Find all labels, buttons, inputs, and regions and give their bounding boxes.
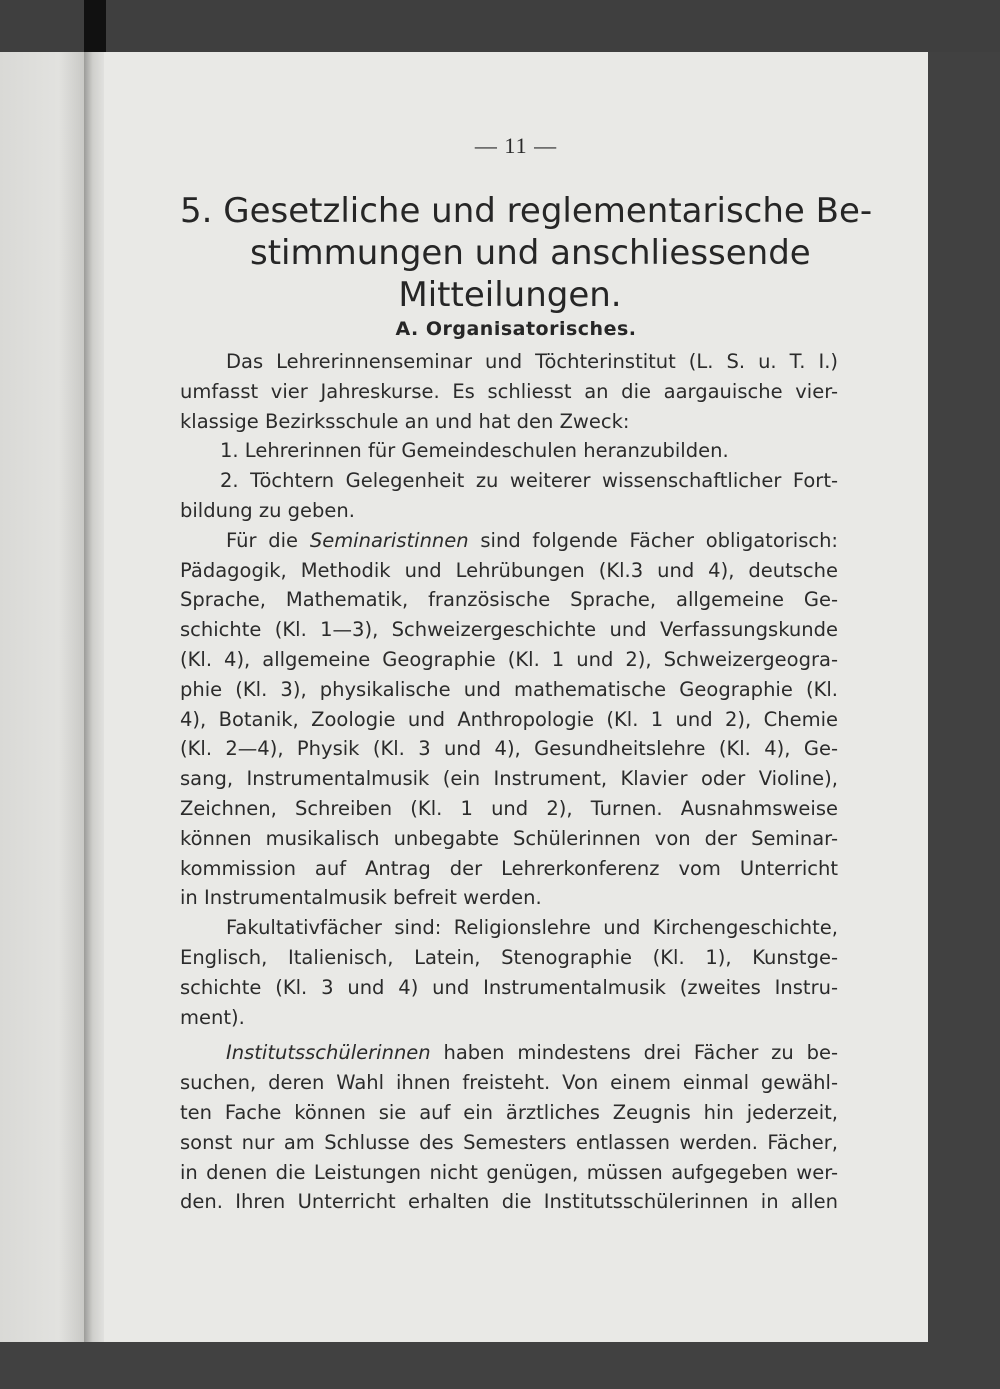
- text-line: umfasst vier Jahreskurse. Es schliesst an die aargauische vier-: [180, 379, 838, 403]
- section-subheading: A. Organisatorisches.: [395, 318, 637, 340]
- text-line: Zeichnen, Schreiben (Kl. 1 und 2), Turnen. Ausnahmsweise: [180, 796, 838, 820]
- text-line: sang, Instrumentalmusik (ein Instrument, Klavier oder Violine),: [180, 767, 838, 791]
- text-line: Fakultativfächer sind: Religionslehre und Kirchengeschichte,: [226, 916, 838, 940]
- scan-corner-mark: [84, 0, 106, 52]
- heading-line: stimmungen und anschliessende: [250, 233, 811, 273]
- text-line: schichte (Kl. 1—3), Schweizergeschichte und Verfassungskunde: [180, 618, 838, 642]
- text-run: haben mindestens drei Fächer zu be-: [430, 1041, 838, 1065]
- text-line: [180, 526, 838, 556]
- text-line: bildung zu geben.: [180, 498, 355, 522]
- text-line: in denen die Leistungen nicht genügen, müssen aufgegeben wer-: [180, 1160, 838, 1184]
- book-gutter: [84, 52, 106, 1342]
- text-line: den. Ihren Unterricht erhalten die Institutsschülerinnen in allen: [180, 1190, 838, 1214]
- text-line: Pädagogik, Methodik und Lehrübungen (Kl.3 und 4), deutsche: [180, 558, 838, 582]
- text-line: sonst nur am Schlusse des Semesters entlassen werden. Fächer,: [180, 1130, 838, 1154]
- text-line: 4), Botanik, Zoologie und Anthropologie (Kl. 1 und 2), Chemie: [180, 707, 838, 731]
- page-number: — 11 —: [474, 133, 558, 158]
- text-run: sind folgende Fächer obligatorisch:: [468, 528, 838, 552]
- italic-term: Institutsschülerinnen: [226, 1041, 431, 1065]
- italic-term: Seminaristinnen: [309, 528, 469, 552]
- text-line: kommission auf Antrag der Lehrerkonferenz vom Unterricht: [180, 856, 838, 880]
- chapter-heading: [180, 190, 873, 316]
- text-run: Für die: [226, 528, 310, 552]
- text-line: Das Lehrerinnenseminar und Töchterinstitut (L. S. u. T. I.): [226, 350, 838, 373]
- body-text: [180, 347, 838, 1217]
- text-line: Sprache, Mathematik, französische Sprache, allgemeine Ge-: [180, 588, 838, 612]
- text-line: (Kl. 4), allgemeine Geographie (Kl. 1 und 2), Schweizergeogra-: [180, 647, 838, 671]
- text-line: klassige Bezirksschule an und hat den Zweck:: [180, 409, 630, 433]
- text-line: phie (Kl. 3), physikalische und mathematische Geographie (Kl.: [180, 677, 838, 701]
- text-line: suchen, deren Wahl ihnen freisteht. Von einem einmal gewähl-: [180, 1071, 838, 1095]
- text-line: (Kl. 2—4), Physik (Kl. 3 und 4), Gesundheitslehre (Kl. 4), Ge-: [180, 737, 838, 761]
- heading-line: Mitteilungen.: [398, 275, 622, 315]
- text-line: ment).: [180, 1005, 245, 1029]
- text-line: 1. Lehrerinnen für Gemeindeschulen heranzubilden.: [220, 439, 729, 463]
- text-line: schichte (Kl. 3 und 4) und Instrumentalmusik (zweites Instru-: [180, 975, 838, 999]
- text-line: Englisch, Italienisch, Latein, Stenographie (Kl. 1), Kunstge-: [180, 945, 838, 969]
- text-line: in Instrumentalmusik befreit werden.: [180, 886, 542, 910]
- heading-line: 5. Gesetzliche und reglementarische Be-: [180, 191, 873, 231]
- text-line: ten Fache können sie auf ein ärztliches Zeugnis hin jederzeit,: [180, 1100, 838, 1124]
- scan-border-top: [0, 0, 1000, 52]
- text-line: können musikalisch unbegabte Schülerinnen von der Seminar-: [180, 826, 838, 850]
- text-line: 2. Töchtern Gelegenheit zu weiterer wissenschaftlicher Fort-: [220, 469, 838, 493]
- facing-page-edge: [0, 52, 84, 1342]
- text-line: [180, 1038, 838, 1068]
